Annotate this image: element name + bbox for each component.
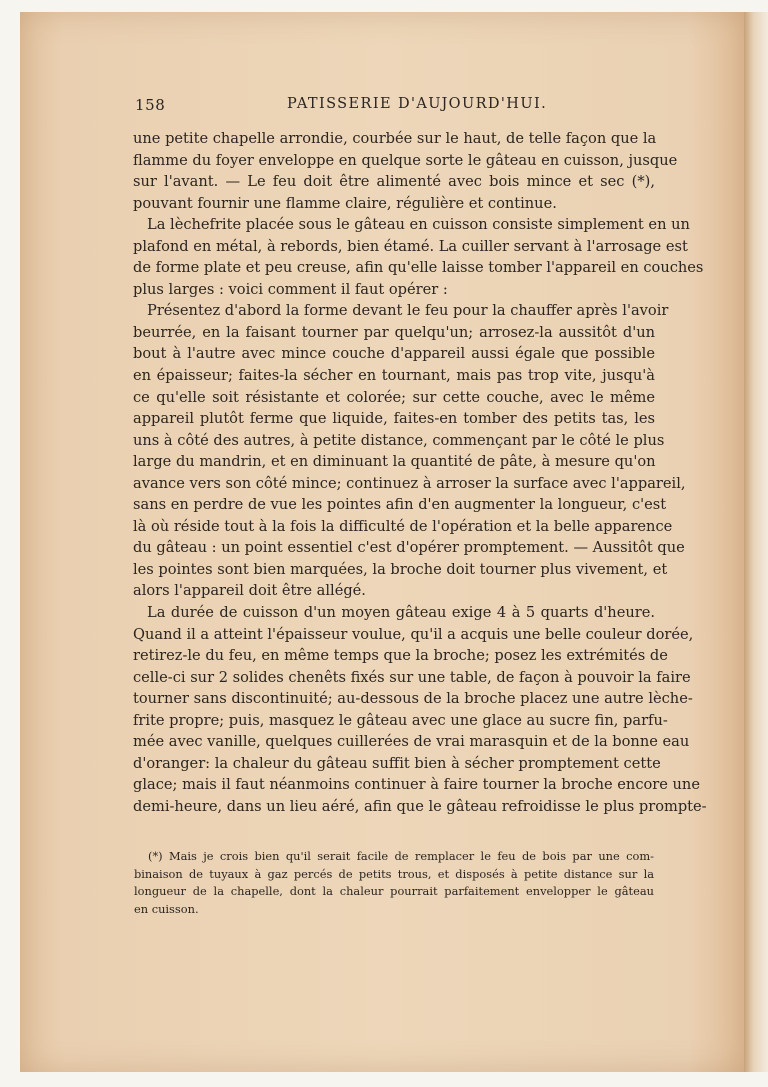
footnote-line: en cuisson. [134,901,199,916]
page-edge [744,12,768,1072]
text-line: d'oranger: la chaleur du gâteau suffit bien à sécher promptement cette [133,754,661,772]
text-line: La lèchefrite placée sous le gâteau en cuisson consiste simplement en un [147,216,690,234]
text-line: les pointes sont bien marquées, la broche doit tourner plus vivement, et [133,560,668,578]
text-line: pouvant fournir une flamme claire, régulière et continue. [133,194,557,212]
footnote-line: (*) Mais je crois bien qu'il serait facile de remplacer le feu de bois par une com- [148,849,654,863]
footnote-line: longueur de la chapelle, dont la chaleur pourrait parfaitement envelopper le gâteau [134,884,654,899]
text-line: ce qu'elle soit résistante et colorée; sur cette couche, avec le même [133,388,655,406]
text-line: celle-ci sur 2 solides chenêts fixés sur une table, de façon à pouvoir la faire [133,668,691,686]
text-line: retirez-le du feu, en même temps que la broche; posez les extrémités de [133,647,668,665]
footnote [134,848,654,918]
text-line: La durée de cuisson d'un moyen gâteau exige 4 à 5 quarts d'heure. [147,604,655,622]
text-line: sur l'avant. — Le feu doit être alimenté avec bois mince et sec (*), [133,173,655,191]
text-line: uns à côté des autres, à petite distance, commençant par le côté le plus [133,431,665,449]
text-line: demi-heure, dans un lieu aéré, afin que le gâteau refroidisse le plus prompte- [133,797,707,815]
text-line: une petite chapelle arrondie, courbée sur le haut, de telle façon que la [133,130,657,147]
text-line: de forme plate et peu creuse, afin qu'elle laisse tomber l'appareil en couches [133,259,704,277]
text-line: flamme du foyer enveloppe en quelque sorte le gâteau en cuisson, jusque [133,151,678,169]
text-line: glace; mais il faut néanmoins continuer à faire tourner la broche encore une [133,776,700,794]
text-line: Quand il a atteint l'épaisseur voulue, qu'il a acquis une belle couleur dorée, [133,625,694,643]
text-line: plafond en métal, à rebords, bien étamé. La cuiller servant à l'arrosage est [133,237,688,255]
text-line: plus larges : voici comment il faut opérer : [133,280,448,298]
text-line: là où réside tout à la fois la difficulté de l'opération et la belle apparence [133,517,673,535]
text-line: frite propre; puis, masquez le gâteau avec une glace au sucre fin, parfu- [133,711,668,729]
text-line: large du mandrin, et en diminuant la quantité de pâte, à mesure qu'on [133,453,656,471]
text-line: bout à l'autre avec mince couche d'appareil aussi égale que possible [133,345,655,363]
body-text [133,128,707,818]
text-line: en épaisseur; faites-la sécher en tournant, mais pas trop vite, jusqu'à [133,367,655,385]
text-line: avance vers son côté mince; continuez à arroser la surface avec l'appareil, [133,474,686,492]
text-line: beurrée, en la faisant tourner par quelqu'un; arrosez-la aussitôt d'un [133,323,655,341]
text-line: tourner sans discontinuité; au-dessous de la broche placez une autre lèche- [133,690,693,708]
running-title: PATISSERIE D'AUJOURD'HUI. [287,96,548,112]
footnote-line: binaison de tuyaux à gaz percés de petits trous, et disposés à petite distance sur la [134,866,654,881]
text-line: sans en perdre de vue les pointes afin d'en augmenter la longueur, c'est [133,496,667,514]
text-line: Présentez d'abord la forme devant le feu pour la chauffer après l'avoir [147,302,669,320]
text-line: appareil plutôt ferme que liquide, faites-en tomber des petits tas, les [133,410,655,428]
page-number: 158 [135,96,166,114]
text-line: alors l'appareil doit être allégé. [133,582,366,600]
text-line: du gâteau : un point essentiel c'est d'opérer promptement. — Aussitôt que [133,539,685,557]
page-header [135,96,655,120]
text-line: mée avec vanille, quelques cuillerées de vrai marasquin et de la bonne eau [133,733,690,751]
